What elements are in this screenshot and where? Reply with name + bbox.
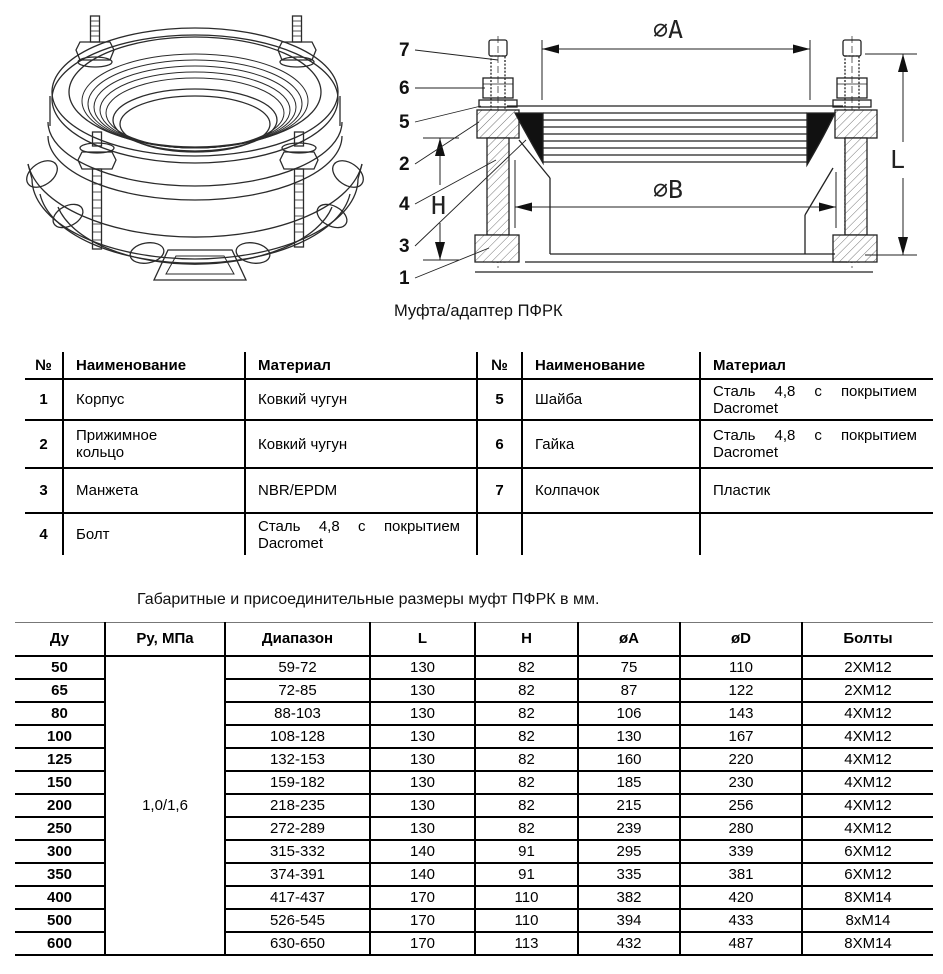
du-value: 65 (15, 679, 105, 702)
du-value: 350 (15, 863, 105, 886)
dim-label-b: ∅B (653, 175, 684, 204)
range-value: 132-153 (225, 748, 370, 771)
dia-d-value: 339 (680, 840, 802, 863)
part-number: 6 (477, 420, 522, 468)
h-value: 82 (475, 748, 578, 771)
l-value: 130 (370, 817, 475, 840)
dia-d-value: 110 (680, 656, 802, 679)
dia-d-value: 143 (680, 702, 802, 725)
part-material: Пластик (700, 468, 933, 513)
h-value: 113 (475, 932, 578, 955)
parts-row (25, 420, 933, 468)
part-number: 7 (477, 468, 522, 513)
right-flange-assembly (833, 36, 877, 268)
part-name: Манжета (63, 468, 245, 513)
range-value: 108-128 (225, 725, 370, 748)
du-value: 400 (15, 886, 105, 909)
bolts-value: 4XM12 (802, 748, 933, 771)
dims-row (15, 656, 933, 679)
part-material: Сталь 4,8 с покрытием Dacromet (700, 379, 933, 420)
parts-row (25, 379, 933, 420)
part-material: Сталь 4,8 с покрытием Dacromet (245, 513, 477, 555)
dia-a-value: 185 (578, 771, 680, 794)
dia-a-value: 106 (578, 702, 680, 725)
dia-d-value: 420 (680, 886, 802, 909)
h-value: 91 (475, 840, 578, 863)
col-header-du: Ду (15, 623, 105, 656)
col-header-name: Наименование (63, 352, 245, 379)
part-name (63, 420, 245, 468)
part-number: 4 (25, 513, 63, 555)
part-material: NBR/EPDM (245, 468, 477, 513)
dia-d-value: 167 (680, 725, 802, 748)
parts-table (25, 352, 933, 555)
h-value: 82 (475, 725, 578, 748)
col-header-h: H (475, 623, 578, 656)
bolts-value: 4XM12 (802, 771, 933, 794)
part-number: 5 (477, 379, 522, 420)
pressure-value: 1,0/1,6 (105, 656, 225, 955)
dia-a-value: 394 (578, 909, 680, 932)
part-name: Болт (63, 513, 245, 555)
pressure-ring-part (477, 110, 519, 138)
bolt-mid-right (280, 132, 318, 247)
l-value: 170 (370, 932, 475, 955)
callout-3: 3 (399, 236, 410, 257)
callout-6: 6 (399, 78, 410, 99)
part-material: Сталь 4,8 с покрытием Dacromet (700, 420, 933, 468)
range-value: 59-72 (225, 656, 370, 679)
col-header-py: Ру, МПа (105, 623, 225, 656)
l-value: 130 (370, 702, 475, 725)
du-value: 250 (15, 817, 105, 840)
dia-d-value: 280 (680, 817, 802, 840)
body-foot-part (475, 235, 519, 262)
bolts-value: 2XM12 (802, 679, 933, 702)
parts-header-row (25, 352, 933, 379)
left-flange-assembly (475, 36, 519, 268)
l-value: 130 (370, 656, 475, 679)
du-value: 500 (15, 909, 105, 932)
dia-a-value: 432 (578, 932, 680, 955)
du-value: 300 (15, 840, 105, 863)
dia-d-value: 381 (680, 863, 802, 886)
range-value: 526-545 (225, 909, 370, 932)
dim-a (542, 40, 810, 100)
drawing-caption: Муфта/адаптер ПФРК (394, 302, 563, 320)
dia-a-value: 382 (578, 886, 680, 909)
h-value: 82 (475, 679, 578, 702)
range-value: 630-650 (225, 932, 370, 955)
range-value: 374-391 (225, 863, 370, 886)
callout-7: 7 (399, 40, 410, 61)
callout-2: 2 (399, 154, 410, 175)
bolts-value: 6XM12 (802, 863, 933, 886)
body-flange (22, 155, 368, 280)
dia-d-value: 230 (680, 771, 802, 794)
dia-d-value: 256 (680, 794, 802, 817)
l-value: 130 (370, 725, 475, 748)
part-material: Ковкий чугун (245, 420, 477, 468)
bolts-value: 4XM12 (802, 794, 933, 817)
col-header-num: № (477, 352, 522, 379)
dim-label-l: L (890, 145, 906, 174)
l-value: 130 (370, 679, 475, 702)
dimensions-table (15, 622, 933, 956)
part-name: Корпус (63, 379, 245, 420)
col-header-dia-d: øD (680, 623, 802, 656)
dia-a-value: 130 (578, 725, 680, 748)
h-value: 82 (475, 771, 578, 794)
dia-a-value: 335 (578, 863, 680, 886)
dia-d-value: 433 (680, 909, 802, 932)
cross-section-drawing (395, 10, 935, 292)
dia-d-value: 220 (680, 748, 802, 771)
dimensions-table-title: Габаритные и присоединительные размеры муфт ПФРК в мм. (137, 591, 600, 608)
part-number: 3 (25, 468, 63, 513)
dia-a-value: 215 (578, 794, 680, 817)
dia-a-value: 160 (578, 748, 680, 771)
range-value: 72-85 (225, 679, 370, 702)
bolt-mid-left (78, 132, 116, 249)
col-header-num: № (25, 352, 63, 379)
range-value: 417-437 (225, 886, 370, 909)
parts-row (25, 468, 933, 513)
dia-d-value: 122 (680, 679, 802, 702)
isometric-coupling-drawing (10, 4, 380, 299)
h-value: 91 (475, 863, 578, 886)
col-header-range: Диапазон (225, 623, 370, 656)
range-value: 315-332 (225, 840, 370, 863)
part-name: Гайка (522, 420, 700, 468)
l-value: 140 (370, 863, 475, 886)
col-header-bolts: Болты (802, 623, 933, 656)
part-material: Ковкий чугун (245, 379, 477, 420)
part-name: Колпачок (522, 468, 700, 513)
l-value: 170 (370, 886, 475, 909)
bolt-top-right (278, 16, 316, 67)
callout-1: 1 (399, 268, 410, 289)
col-header-name: Наименование (522, 352, 700, 379)
range-value: 159-182 (225, 771, 370, 794)
range-value: 218-235 (225, 794, 370, 817)
dia-a-value: 75 (578, 656, 680, 679)
l-value: 170 (370, 909, 475, 932)
h-value: 110 (475, 886, 578, 909)
dia-d-value: 487 (680, 932, 802, 955)
part-name-text: Прижимное кольцо (76, 427, 158, 461)
callout-5: 5 (399, 112, 410, 133)
col-header-material: Материал (700, 352, 933, 379)
dim-label-h: H (431, 191, 447, 220)
du-value: 150 (15, 771, 105, 794)
l-value: 140 (370, 840, 475, 863)
dims-header-row (15, 623, 933, 656)
part-material (700, 513, 933, 555)
bolts-value: 8xM14 (802, 909, 933, 932)
du-value: 200 (15, 794, 105, 817)
bolts-value: 6XM12 (802, 840, 933, 863)
parts-row (25, 513, 933, 555)
du-value: 125 (15, 748, 105, 771)
bolt-top-left (76, 16, 114, 67)
bolts-value: 4XM12 (802, 725, 933, 748)
dia-a-value: 239 (578, 817, 680, 840)
dia-a-value: 87 (578, 679, 680, 702)
range-value: 272-289 (225, 817, 370, 840)
col-header-dia-a: øA (578, 623, 680, 656)
h-value: 82 (475, 794, 578, 817)
range-value: 88-103 (225, 702, 370, 725)
dia-a-value: 295 (578, 840, 680, 863)
du-value: 100 (15, 725, 105, 748)
part-name (522, 513, 700, 555)
col-header-l: L (370, 623, 475, 656)
part-number: 1 (25, 379, 63, 420)
part-name: Шайба (522, 379, 700, 420)
part-number: 2 (25, 420, 63, 468)
h-value: 82 (475, 656, 578, 679)
dim-label-a: ∅A (653, 15, 684, 44)
du-value: 600 (15, 932, 105, 955)
bolts-value: 2XM12 (802, 656, 933, 679)
gasket-wedge-right (807, 113, 835, 165)
l-value: 130 (370, 771, 475, 794)
du-value: 50 (15, 656, 105, 679)
part-number (477, 513, 522, 555)
h-value: 82 (475, 817, 578, 840)
bolts-value: 8XM14 (802, 932, 933, 955)
du-value: 80 (15, 702, 105, 725)
h-value: 110 (475, 909, 578, 932)
col-header-material: Материал (245, 352, 477, 379)
l-value: 130 (370, 794, 475, 817)
callout-4: 4 (399, 194, 410, 215)
l-value: 130 (370, 748, 475, 771)
bolts-value: 4XM12 (802, 702, 933, 725)
bolts-value: 8XM14 (802, 886, 933, 909)
h-value: 82 (475, 702, 578, 725)
bolts-value: 4XM12 (802, 817, 933, 840)
